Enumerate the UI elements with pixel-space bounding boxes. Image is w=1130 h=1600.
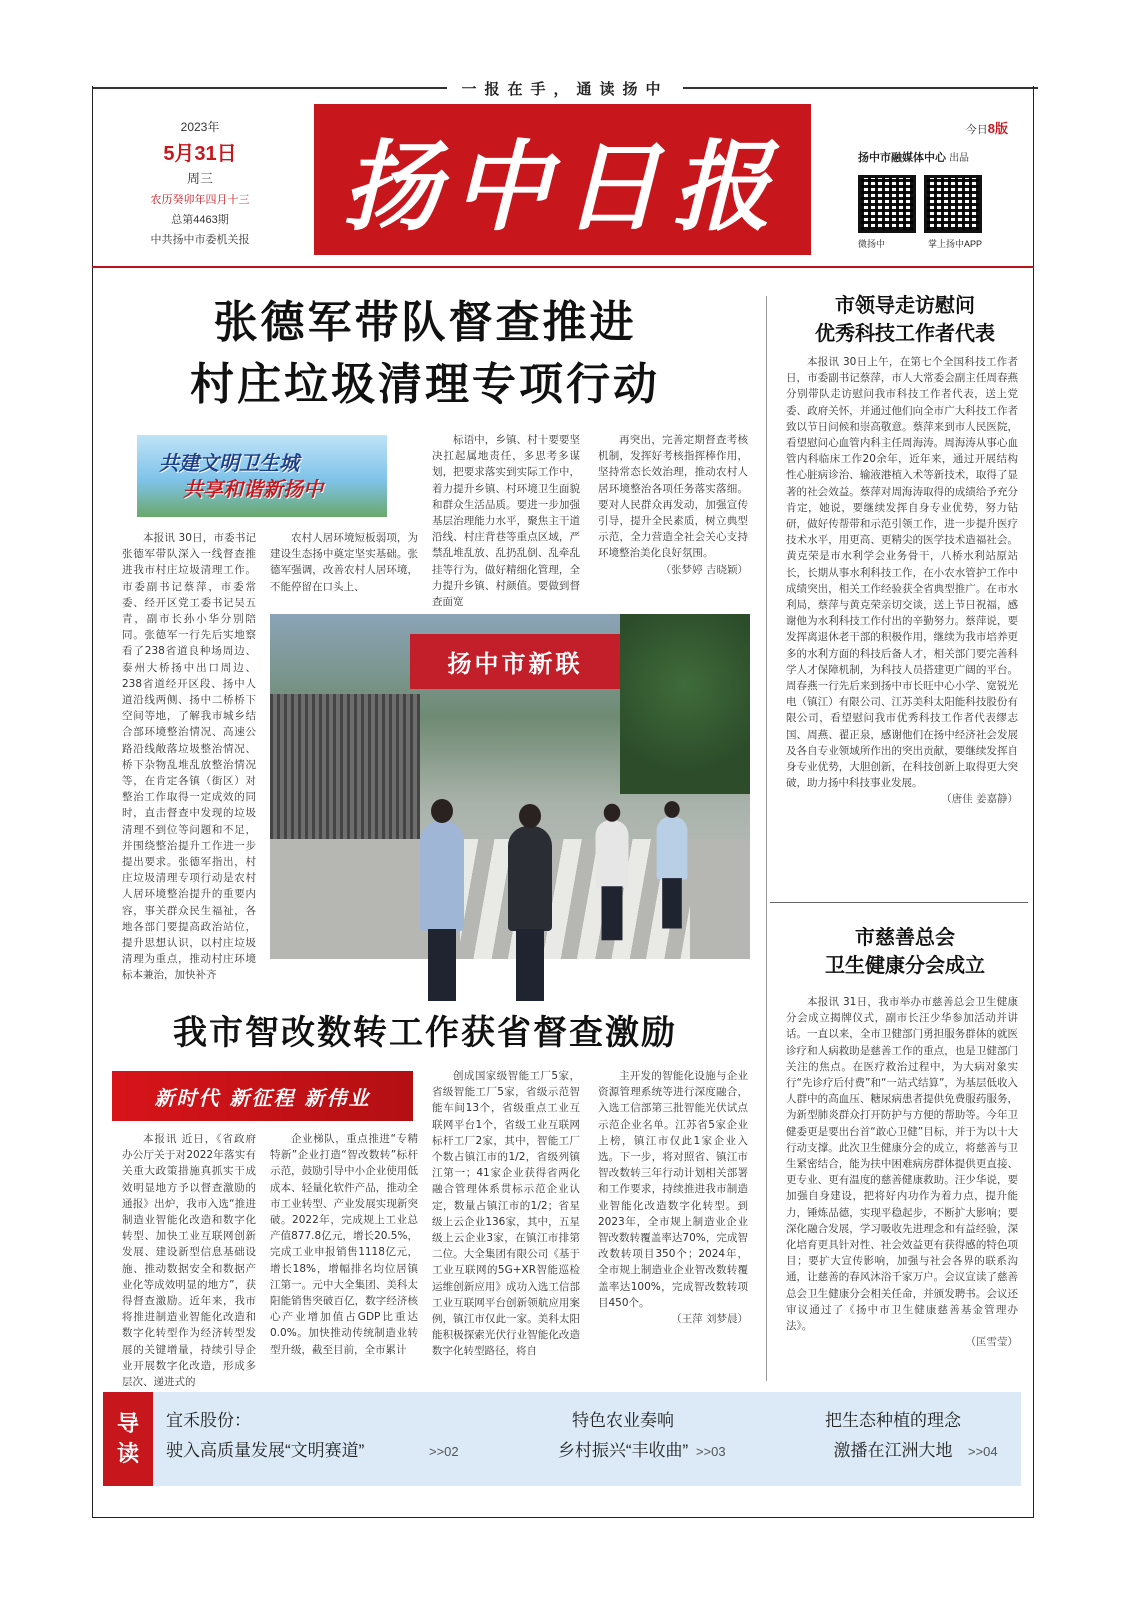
second-article-col-1: 本报讯 近日，《省政府办公厅关于对2022年落实有关重大政策措施真抓实干成效明显地方予以督查激励的通报》出炉，我市入选“推进制造业智能化改造和数字化转型、加快工业互联网创新发展、建设新型信息基础设施、推动数据安全和数据产业化等成效明显的地方”，获得督查激励。近年来，我市将推进制造业智能化改造和数字化转型作为经济转型发展的关键增量，持续引导企业开展数字化改造，形成多层次、递进式的 (122, 1133, 256, 1389)
sidebar-story-2-body: 本报讯 31日，我市举办市慈善总会卫生健康分会成立揭牌仪式，副市长汪少华参加活动并讲话。一直以来，全市卫健部门勇担服务群体的就医诊疗和人病救助是慈善工作的重点，也是卫健部门关注的焦点。在医疗救治过程中，为大病对象实行“先诊疗后付费”和“一站式结算”，为基层低收入人群中的高血压、糖尿病患者提供免费服药服务，为新型肺炎群众打开防护与方便的帮助等。今年卫健委更是要出台首“敢心卫健”目标，并于为以十大行动支撑。此次卫生健康分会的成立，将慈善与卫生紧密结合，能为扶中困难病房群体提供更直接、更专业、更有温度的慈善健康救助。汪少华说，要加强自身建设，把将好内功作为着力点，提升能力，锤炼品德，实现平稳起步，不断扩大影响；要深化融合发展，学习吸收先进理念和有益经验，深化培育更具针对性、社会效益更有获得感的特色项目；要扩大宣传影响，加强与社会各界的联系沟通，让慈善的春风沐浴千家万户。会议宣读了慈善总会卫生健康分会相关任命，并颁发聘书。会议还审议通过了《扬中市卫生健康慈善基金管理办法》。 （匡雪莹） (786, 994, 1018, 1384)
guide-page-link[interactable]: >>02 (429, 1444, 459, 1459)
person-figure (596, 820, 629, 888)
second-article-col-3: 创成国家级智能工厂5家，省级智能工厂5家，省级示范智能车间13个，省级重点工业互联网平台1个，省级工业互联网标杆工厂2家，其中，智能工厂个数占镇江市的1/2，省级列镇江第一；41家企业获得省两化融合管理体系贯标示范企业认定，数量占镇江市的1/2；省星级上云企业136家，其中，五星级上云企业3家，在镇江市排第二位。大全集团有限公司《基于工业互联网的5G+XR智能巡检运维创新应用》成功入选工信部工业互联网平台创新领航应用案例，镇江市仅此一家。美科太阳能积极探索光伏行业智能化改造数字化转型路径，将自 (432, 1070, 580, 1358)
sidebar-story-2-headline[interactable]: 市慈善总会 卫生健康分会成立 (825, 927, 985, 977)
person-figure (508, 826, 552, 931)
person-figure (657, 817, 688, 880)
guide-badge: 导 读 (103, 1392, 153, 1486)
guide-page-link[interactable]: >>04 (968, 1444, 998, 1459)
second-article-col-4: 主开发的智能化设施与企业资源管理系统等进行深度融合，入选工信部第三批智能光伏试点示范企业名单。江苏省5家企业上榜，镇江市仅此1家企业入选。下一步，将对照省、镇江市智改数转三年行动计划相关部署和工作要求，持续推进我市制造业智能化改造数字化转型。到2023年，全市规上制造业企业智改数转覆盖率达70%，完成智改数转项目350个；2024年，全市规上制造业企业智改数转覆盖率达100%，完成智改数转项目450个。 （王萍 刘梦晨） (598, 1068, 748, 1376)
guide-page-link[interactable]: >>03 (696, 1444, 726, 1459)
date-month-day: 5月31日 (163, 143, 237, 165)
civilization-banner: 共建文明卫生城 共享和谐新扬中 (137, 435, 387, 517)
today-pages-count: 8版 (987, 121, 1008, 136)
today-pages: 今日8版 (965, 121, 1008, 136)
masthead-title: 扬中日报 (342, 130, 783, 245)
sidebar-divider (766, 296, 767, 1381)
guide-item[interactable]: 宜禾股份： 驶入高质量发展“文明赛道” >>02 (166, 1411, 459, 1460)
second-headline[interactable]: 我市智改数转工作获省督查激励 (173, 1013, 677, 1053)
qr-labels: 微扬中 掌上扬中APP (858, 239, 982, 249)
person-figure (420, 821, 464, 931)
header-right (858, 118, 1008, 250)
qr-code-icon[interactable] (858, 175, 916, 233)
second-article-col-2: 企业梯队，重点推进“专精特新”企业打造“智改数转”标杆示范，鼓励引导中小企业使用低成本、轻量化软件产品，推动全市工业转型、产业发展实现新突破。2022年，完成规上工业总产值877.8亿元，增长20.5%，完成工业申报销售1118亿元，增长18%，增幅排名均位居镇江第一。元中大全集团、美科太阳能销售突破百亿，数字经济核心产业增加值占GDP比重达0.0%。加快推动传统制造业转型升级，截至目前，全市累计 (270, 1133, 418, 1356)
guide-item[interactable]: 把生态种植的理念 激播在江洲大地 >>04 (825, 1411, 998, 1460)
date-lunar: 农历癸卯年四月十三 (150, 194, 250, 206)
sidebar-story-1-headline[interactable]: 市领导走访慰问 优秀科技工作者代表 (815, 295, 995, 345)
lead-photo[interactable] (270, 614, 750, 959)
sidebar-story-2-byline: （匡雪莹） (965, 1336, 1018, 1349)
photo-shop-sign: 扬中市新联 (410, 634, 620, 689)
sidebar-story-1-body: 本报讯 30日上午，在第七个全国科技工作者日，市委副书记蔡萍，市人大常委会副主任周春燕分别带队走访慰问我市科技工作者代表，送上党委、政府关怀，并通过他们向全市广大科技工作者致以节日问候和崇高敬意。蔡萍来到市人民医院，看望慰问心血管内科主任周海涛。周海涛从事心血管内科临床工作20余年，近年来，通过开展结构性心脏病诊治、输液港植入术等新技术，取得了显著的社会效益。蔡萍对周海涛取得的成绩给予充分肯定，她说，要继续发挥自身专业优势，努力钻研，做好传帮带和示范引领工作，进一步提升医疗技术水平，用更高、更精尖的医学技术造福社会。黄克荣是市水利学会业务骨干，八桥水利站原站长，长期从事水利科技工作，在小农水管护工作中成绩突出，相关工作经验获全省典型推广。在市水利局，蔡萍与黄克荣亲切交谈，送上节日祝福，感谢他为水利科技工作付出的辛勤努力。蔡萍说，要发挥离退休老干部的积极作用，继续为我市培养更多的水利方面的科技后备人才，相关部门要完善科学人才保障机制，为科技人员搭建更广阔的平台。周春燕一行先后来到扬中市长旺中心小学、宽锐光电（镇江）有限公司、江苏美科太阳能科技股份有限公司，看望慰问我市优秀科技工作者代表缪志国、周燕、翟正泉，感谢他们在扬中经济社会发展及各自专业领域所作出的突出贡献，要继续发挥自身专业优势，大胆创新，在科技创新上取得更大突破，助力扬中科技事业发展。 （唐佳 姜嘉静） (786, 354, 1018, 884)
lead-article-col-3: 标语中，乡镇、村十要要坚决扛起属地责任，多思考多谋划，把要求落实到实际工作中，着力提升乡镇、村环境卫生面貌和群众生活品质。要进一步加强基层治理能力水平，聚焦主干道沿线、村庄背巷等重点区域，严禁乱堆乱放、乱扔乱倒、乱牵乱挂等行为，做好精细化管理，全力提升乡镇、村颜值。要做到督查面宽 (432, 434, 580, 609)
header-rule (92, 266, 1034, 268)
sidebar-rule (770, 902, 1028, 903)
sidebar-story-1-byline: （唐佳 姜嘉静） (941, 793, 1018, 806)
lead-article-col-2: 农村人居环境短板弱项，为建设生态扬中奠定坚实基础。张德军强调，改善农村人居环境，不能停留在口头上、 (270, 532, 418, 593)
date-weekday: 周三 (186, 171, 213, 186)
organizer: 中共扬中市委机关报 (150, 234, 250, 246)
masthead-logo (314, 104, 811, 255)
lead-byline: （张梦婷 吉晓颖） (660, 563, 748, 576)
issue-number: 总第4463期 (171, 214, 229, 226)
lead-article-col-1: 本报讯 30日，市委书记张德军带队深入一线督查推进我市村庄垃圾清理工作。市委副书记蔡萍，市委常委、经开区党工委书记吴五青，副市长孙小华分别陪同。张德军一行先后实地察看了238省道良种场周边、泰州大桥扬中出口周边、238省道经开区段、扬中人道沿线两侧、扬中二桥桥下空间等地，了解我市城乡结合部环境整治情况、高速公路沿线敞落垃圾整治情况、桥下杂物乱堆乱放整治情况等，在肯定各镇（街区）对整治工作取得一定成效的同时，直击督查中发现的垃圾清理不到位等问题和不足，并围绕整治提升工作进一步提出要求。张德军指出，村庄垃圾清理专项行动是农村人居环境整治提升的重要内容，事关群众民生福祉，各地各部门要提高政治站位，提升思想认识，以村庄垃圾清理为重点，推动村庄环境标本兼治，加快补齐 (122, 532, 256, 982)
guide-item[interactable]: 特色农业奏响 乡村振兴“丰收曲” >>03 (557, 1411, 726, 1460)
top-slogan: 一报在手，通读扬中 (0, 78, 1130, 99)
qr-code-icon[interactable] (924, 175, 982, 233)
date-block (120, 118, 280, 247)
guide-bar (103, 1392, 1021, 1486)
second-byline: （王萍 刘梦晨） (671, 1313, 748, 1326)
lead-article-col-4: 再突出，完善定期督查考核机制，发挥好考核指挥棒作用，坚持常态长效治理，推动农村人居环境整治各项任务落实落细。要对人民群众再发动，加强宣传引导，提升全民素质，树立典型示范，全力营造全社会关心支持环境整治美化良好氛围。 （张梦婷 吉晓颖） (598, 432, 748, 608)
date-year: 2023年 (180, 120, 220, 134)
producer: 扬中市融媒体中心 出品 (858, 152, 970, 164)
new-era-banner: 新时代 新征程 新伟业 (112, 1071, 413, 1121)
lead-headline[interactable]: 张德军带队督查推进 村庄垃圾清理专项行动 (190, 297, 660, 410)
qr-codes (858, 175, 1008, 233)
